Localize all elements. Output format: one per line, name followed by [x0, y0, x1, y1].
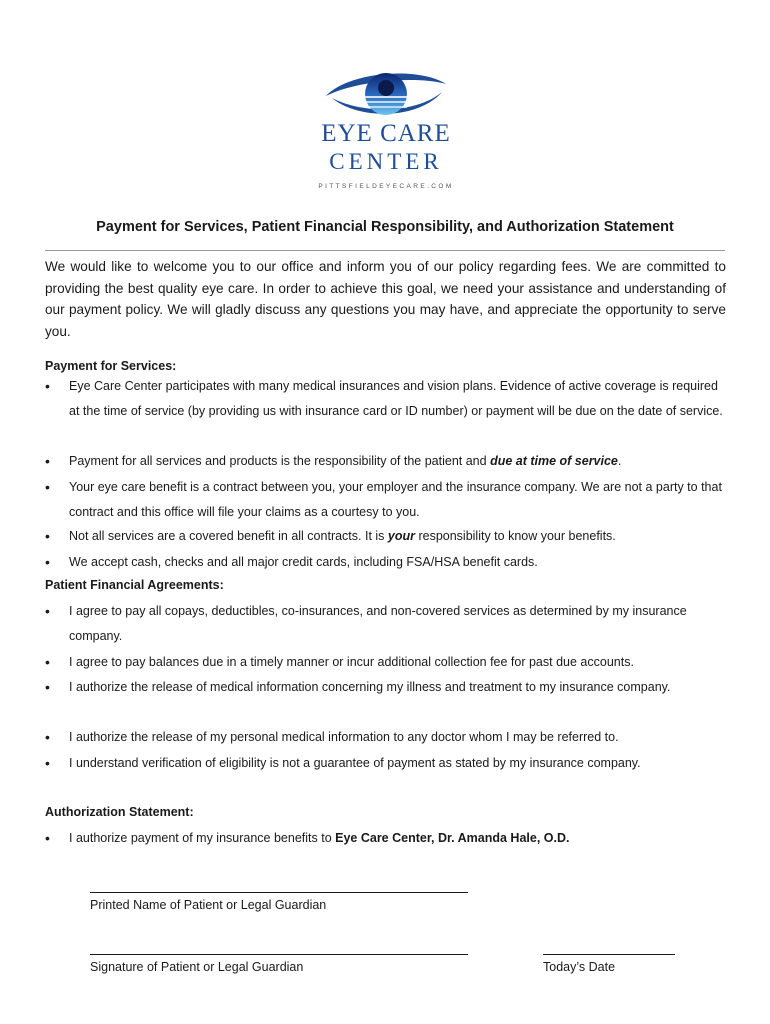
- section-heading-financial: Patient Financial Agreements:: [45, 578, 224, 592]
- bullet-icon: •: [45, 729, 50, 745]
- list-item: • I authorize payment of my insurance benefits to Eye Care Center, Dr. Amanda Hale, O.D.: [45, 826, 725, 851]
- section-heading-authorization: Authorization Statement:: [45, 805, 194, 819]
- bullet-icon: •: [45, 453, 50, 469]
- intro-paragraph: We would like to welcome you to our office and inform you of our policy regarding fees. We are committed to providing the best quality eye care. In order to achieve this goal, we need your assistance and understanding of our payment policy. We will gladly discuss any questions you may have, and appreciate the opportunity to serve you.: [45, 259, 726, 339]
- logo-url: PITTSFIELDEYECARE.COM: [318, 183, 454, 190]
- signature-line[interactable]: [90, 954, 468, 955]
- printed-name-label: Printed Name of Patient or Legal Guardian: [90, 898, 327, 912]
- bullet-icon: •: [45, 528, 50, 544]
- list-item: • I authorize the release of medical information concerning my illness and treatment to my insurance company.: [45, 675, 725, 700]
- section-heading-payment: Payment for Services:: [45, 359, 177, 373]
- authorized-provider: Eye Care Center, Dr. Amanda Hale, O.D.: [335, 831, 570, 845]
- title-divider: [45, 250, 725, 251]
- list-item: • Your eye care benefit is a contract between you, your employer and the insurance company. We are not a party to that contract and this office will file your claims as a courtesy to you.: [45, 475, 725, 525]
- list-item: • I authorize the release of my personal medical information to any doctor whom I may be referred to.: [45, 725, 725, 750]
- bullet-icon: •: [45, 479, 50, 495]
- document-title: Payment for Services, Patient Financial Responsibility, and Authorization Statement: [96, 219, 674, 235]
- printed-name-line[interactable]: [90, 892, 468, 893]
- bullet-icon: •: [45, 830, 50, 846]
- emphasis-text: due at time of service: [490, 454, 618, 468]
- bullet-icon: •: [45, 603, 50, 619]
- eye-care-center-logo: [318, 66, 454, 196]
- list-item: • Not all services are a covered benefit in all contracts. It is your responsibility to know your benefits.: [45, 524, 725, 549]
- date-line[interactable]: [543, 954, 675, 955]
- bullet-icon: •: [45, 378, 50, 394]
- list-item: • I understand verification of eligibility is not a guarantee of payment as stated by my insurance company.: [45, 751, 725, 776]
- list-item: • We accept cash, checks and all major credit cards, including FSA/HSA benefit cards.: [45, 550, 725, 575]
- bullet-icon: •: [45, 654, 50, 670]
- bullet-icon: •: [45, 554, 50, 570]
- eye-logo-icon: [318, 66, 454, 122]
- logo-text-line1: EYE CARE: [321, 120, 451, 147]
- list-item: • Payment for all services and products is the responsibility of the patient and due at time of service.: [45, 449, 725, 474]
- emphasis-text: your: [387, 529, 415, 543]
- list-item: • I agree to pay all copays, deductibles, co-insurances, and non-covered services as determined by my insurance company.: [45, 599, 725, 649]
- date-label: Today’s Date: [543, 960, 616, 974]
- bullet-icon: •: [45, 679, 50, 695]
- bullet-icon: •: [45, 755, 50, 771]
- logo-text-line2: CENTER: [329, 149, 443, 174]
- list-item: • I agree to pay balances due in a timely manner or incur additional collection fee for past due accounts.: [45, 650, 725, 675]
- signature-label: Signature of Patient or Legal Guardian: [90, 960, 304, 974]
- list-item: • Eye Care Center participates with many medical insurances and vision plans. Evidence of active coverage is required at the time of service (by providing us with insurance card or ID number) or payment will be due on the date of service.: [45, 374, 725, 424]
